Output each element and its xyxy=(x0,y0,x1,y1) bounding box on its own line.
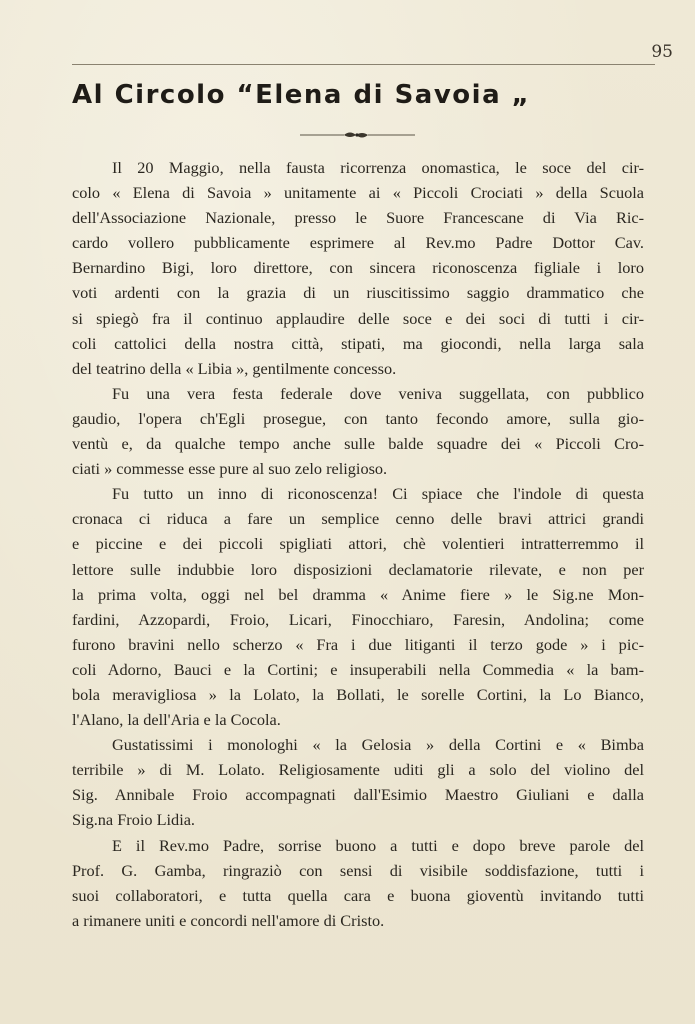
text-line: del teatrino della « Libia », gentilmente concesso. xyxy=(72,358,397,378)
text-line: Sig.na Froio Lidia. xyxy=(72,810,196,830)
paragraph xyxy=(72,381,644,481)
text-line: Sig. Annibale Froio accompagnati dall'Esimio Maestro Giuliani e dalla xyxy=(72,785,644,805)
page-number: 95 xyxy=(651,42,673,62)
text-line: bola meravigliosa » la Lolato, la Bollati, le sorelle Cortini, la Lo Bianco, xyxy=(72,684,644,704)
text-line: Fu una vera festa federale dove veniva suggellata, con pubblico xyxy=(112,383,644,403)
text-line: la prima volta, oggi nel bel dramma « Anime fiere » le Sig.ne Mon- xyxy=(72,584,644,604)
text-line: l'Alano, la dell'Aria e la Cocola. xyxy=(72,710,281,730)
article-title: Al Circolo “Elena di Savoia „ xyxy=(72,80,531,110)
text-line: voti ardenti con la grazia di un riuscitissimo saggio drammatico che xyxy=(72,283,644,303)
text-line: Fu tutto un inno di riconoscenza! Ci spiace che l'indole di questa xyxy=(112,484,644,504)
paragraph xyxy=(72,155,644,381)
paragraph xyxy=(72,732,644,832)
article-body xyxy=(72,155,644,933)
text-line: cardo vollero pubblicamente esprimere al Rev.mo Padre Dottor Cav. xyxy=(72,233,644,253)
text-line: Il 20 Maggio, nella fausta ricorrenza onomastica, le soce del cir- xyxy=(112,158,644,177)
ornament-divider xyxy=(300,128,415,142)
text-line: suoi collaboratori, e tutta quella cara e buona gioventù invitando tutti xyxy=(72,885,644,905)
header-rule xyxy=(72,64,655,65)
text-line: furono bravini nello scherzo « Fra i due litiganti il terzo gode » i pic- xyxy=(72,634,644,654)
text-line: si spiegò fra il continuo applaudire delle soce e dei soci di tutti i cir- xyxy=(72,308,644,328)
paragraph xyxy=(72,833,644,933)
text-line: Prof. G. Gamba, ringraziò con sensi di visibile soddisfazione, tutti i xyxy=(72,860,644,880)
text-line: fardini, Azzopardi, Froio, Licari, Finocchiaro, Faresin, Andolina; come xyxy=(72,609,644,629)
text-line: colo « Elena di Savoia » unitamente ai « Piccoli Crociati » della Scuola xyxy=(72,183,644,203)
text-line: a rimanere uniti e concordi nell'amore di Cristo. xyxy=(72,910,385,930)
text-line: cronaca ci riduca a fare un semplice cenno delle bravi attrici grandi xyxy=(72,509,644,529)
text-line: lettore sulle indubbie loro disposizioni declamatorie rilevate, e non per xyxy=(72,559,644,579)
text-line: ciati » commesse esse pure al suo zelo religioso. xyxy=(72,459,388,479)
text-line: coli Adorno, Bauci e la Cortini; e insuperabili nella Commedia « la bam- xyxy=(72,659,644,679)
text-line: gaudio, l'opera ch'Egli prosegue, con tanto fecondo amore, sulla gio- xyxy=(72,408,644,428)
paragraph xyxy=(72,481,644,732)
text-line: dell'Associazione Nazionale, presso le Suore Francescane di Via Ric- xyxy=(72,208,644,228)
text-line: Bernardino Bigi, loro direttore, con sincera riconoscenza figliale i loro xyxy=(72,258,644,278)
text-line: e piccine e dei piccoli spigliati attori, chè volentieri intratterremmo il xyxy=(72,534,644,554)
text-line: E il Rev.mo Padre, sorrise buono a tutti e dopo breve parole del xyxy=(112,835,644,855)
text-line: ventù e, da qualche tempo anche sulle balde squadre dei « Piccoli Cro- xyxy=(72,434,644,454)
text-line: coli cattolici della nostra città, stipati, ma giocondi, nella larga sala xyxy=(72,333,644,353)
text-line: terribile » di M. Lolato. Religiosamente uditi gli a solo del violino del xyxy=(72,760,644,780)
text-line: Gustatissimi i monologhi « la Gelosia » della Cortini e « Bimba xyxy=(112,735,644,755)
